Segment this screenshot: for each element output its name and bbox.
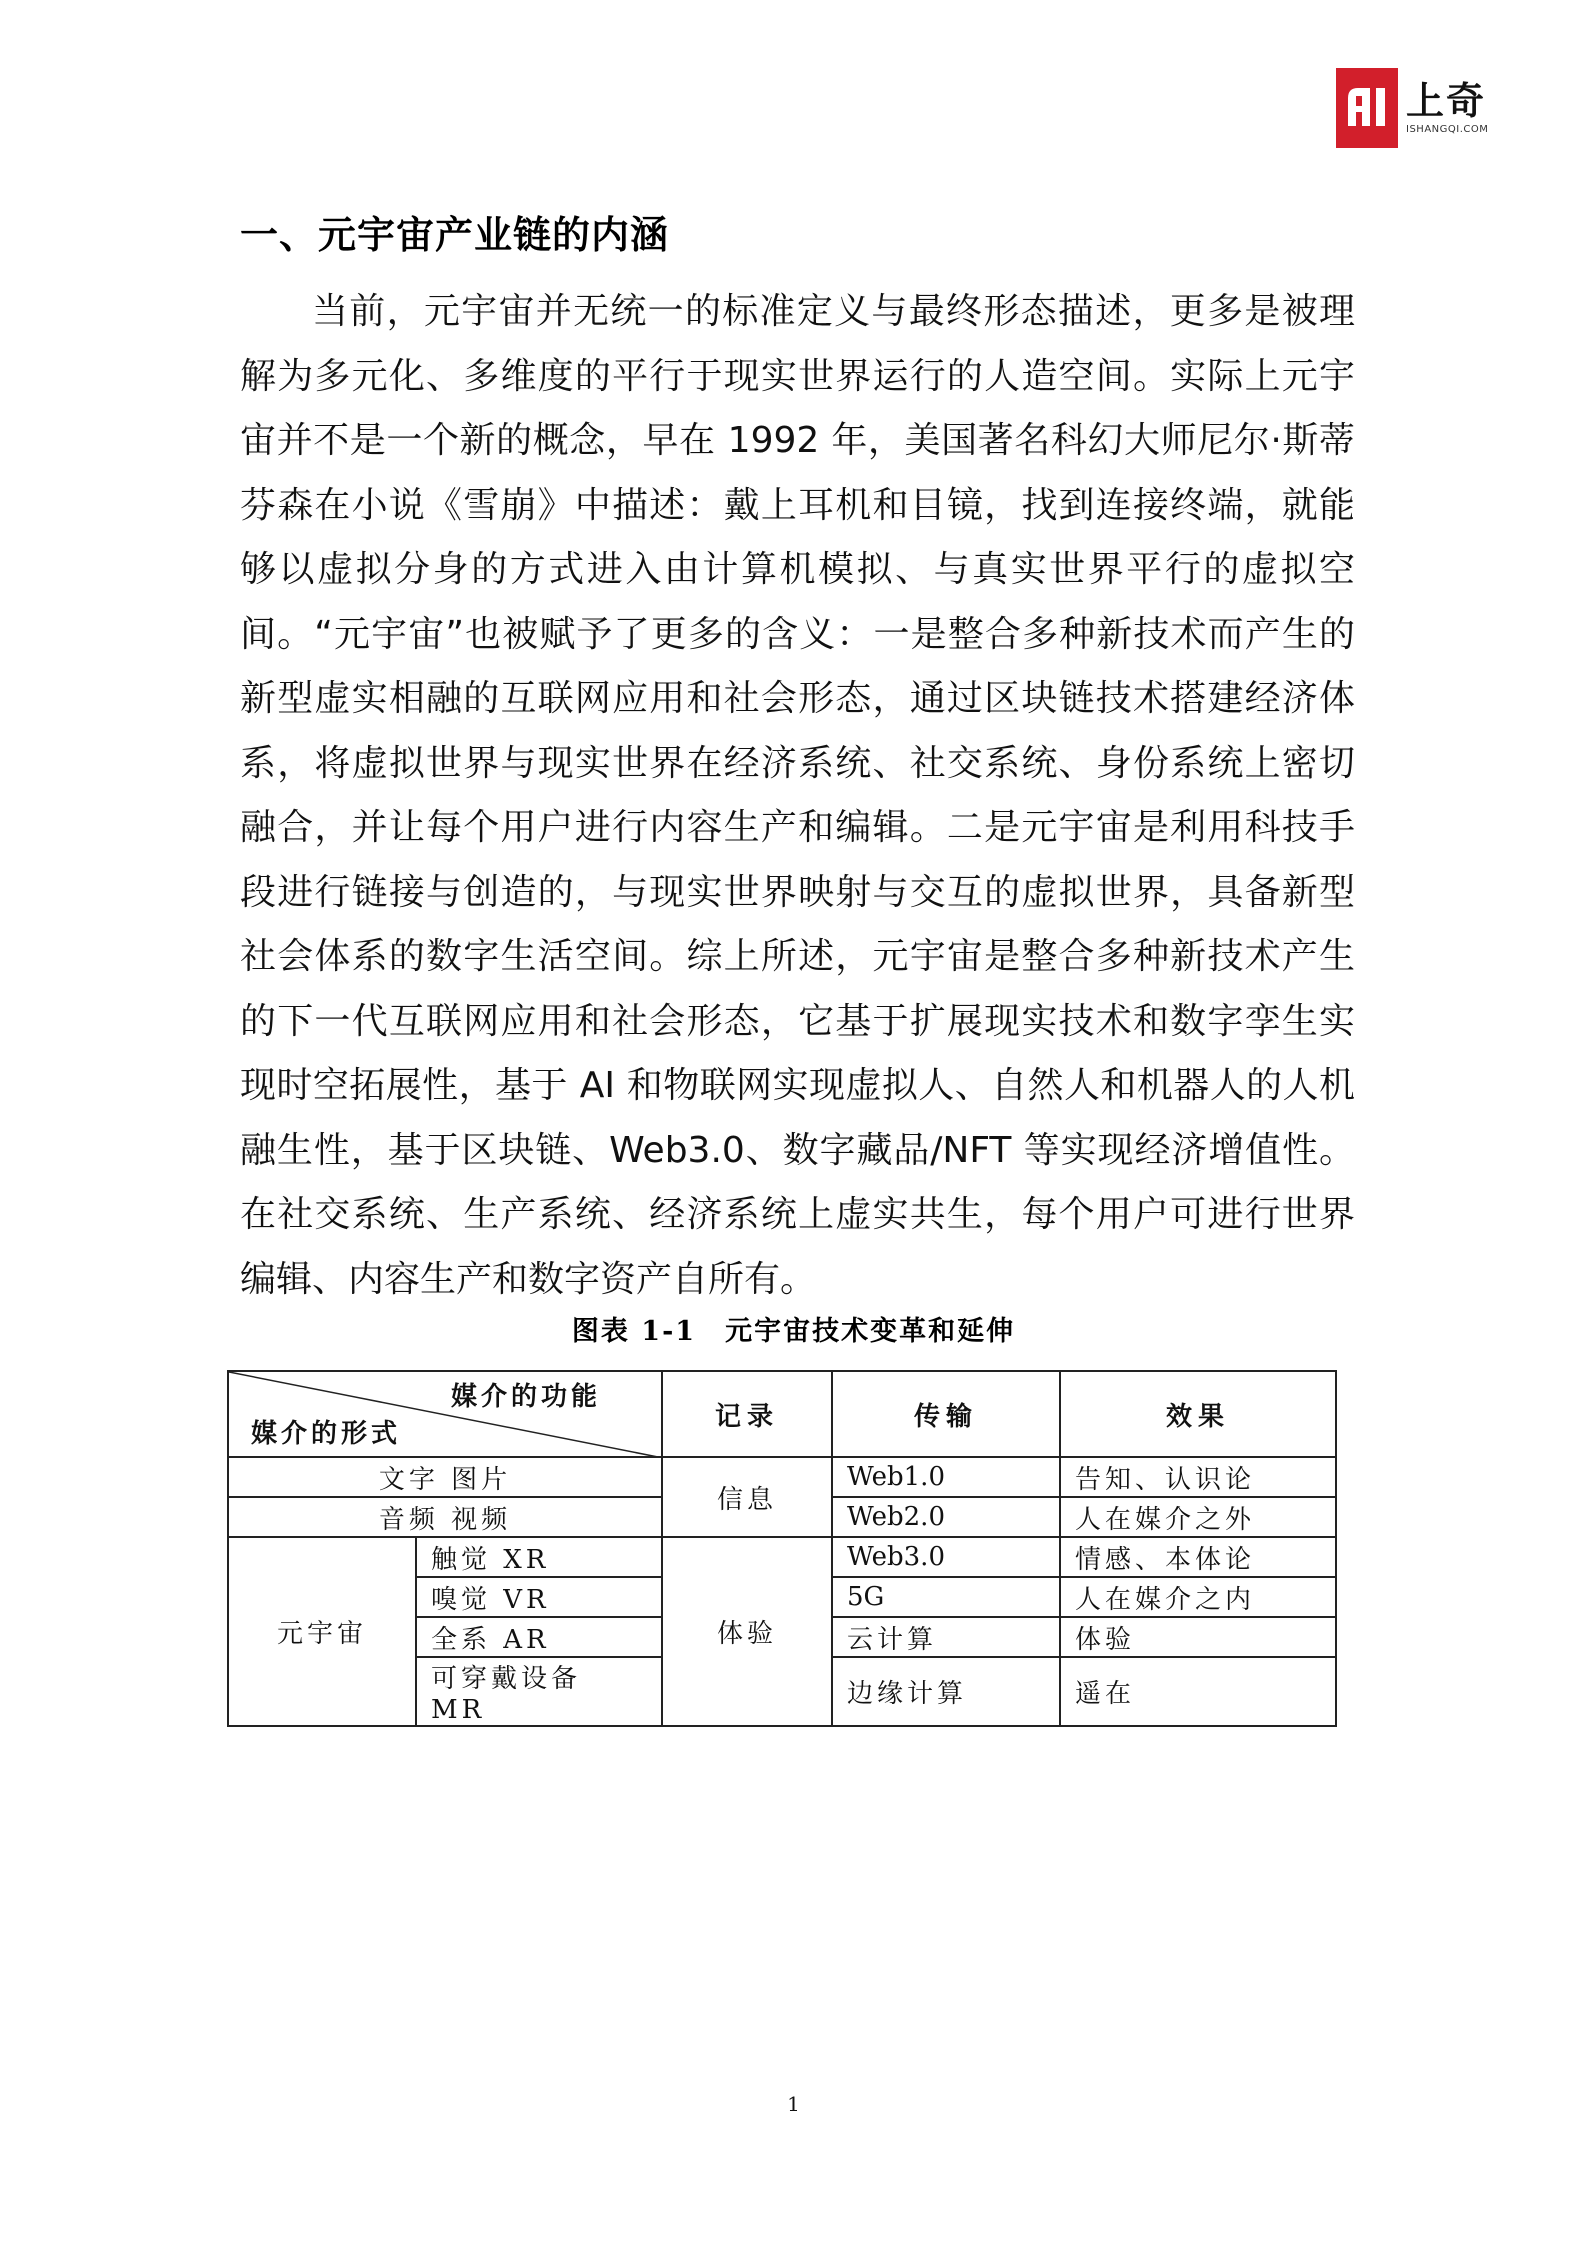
table-row: [228, 1537, 1336, 1577]
company-logo: [1336, 68, 1488, 148]
body-paragraph: 当前，元宇宙并无统一的标准定义与最终形态描述，更多是被理解为多元化、多维度的平行于现实世界运行的人造空间。实际上元宇宙并不是一个新的概念，早在 1992 年，美国著名科幻大师尼尔·斯蒂芬森在小说《雪崩》中描述：戴上耳机和目镜，找到连接终端，就能够以虚拟分身的方式进入由计算机模拟、与真实世界平行的虚拟空间。“元宇宙”也被赋予了更多的含义：一是整合多种新技术而产生的新型虚实相融的互联网应用和社会形态，通过区块链技术搭建经济体系，将虚拟世界与现实世界在经济系统、社交系统、身份系统上密切融合，并让每个用户进行内容生产和编辑。二是元宇宙是利用科技手段进行链接与创造的，与现实世界映射与交互的虚拟世界，具备新型社会体系的数字生活空间。综上所述，元宇宙是整合多种新技术产生的下一代互联网应用和社会形态，它基于扩展现实技术和数字孪生实现时空拓展性，基于 AI 和物联网实现虚拟人、自然人和机器人的人机融生性，基于区块链、Web3.0、数字藏品/NFT 等实现经济增值性。在社交系统、生产系统、经济系统上虚实共生，每个用户可进行世界编辑、内容生产和数字资产自所有。: [240, 291, 1355, 1300]
transmission-cell: Web2.0: [832, 1497, 1060, 1537]
sub-form-cell: 嗅觉 VR: [416, 1577, 662, 1617]
record-cell: 体验: [662, 1537, 832, 1726]
transmission-cell: 边缘计算: [832, 1657, 1060, 1726]
table-corner-header: [228, 1371, 662, 1457]
section-heading: 一、元宇宙产业链的内涵: [240, 213, 670, 257]
transmission-cell: Web1.0: [832, 1457, 1060, 1497]
logo-ai-icon: [1336, 68, 1398, 148]
metaverse-table: [227, 1370, 1337, 1727]
effect-cell: 情感、本体论: [1060, 1537, 1336, 1577]
sub-form-cell: 触觉 XR: [416, 1537, 662, 1577]
effect-cell: 体验: [1060, 1617, 1336, 1657]
header-transmission: 传输: [832, 1371, 1060, 1457]
transmission-cell: Web3.0: [832, 1537, 1060, 1577]
transmission-cell: 云计算: [832, 1617, 1060, 1657]
record-cell: 信息: [662, 1457, 832, 1537]
transmission-cell: 5G: [832, 1577, 1060, 1617]
header-record: 记录: [662, 1371, 832, 1457]
effect-cell: 人在媒介之外: [1060, 1497, 1336, 1537]
sub-form-cell: 全系 AR: [416, 1617, 662, 1657]
corner-bottom-label: 媒介的形式: [251, 1419, 402, 1449]
logo-domain: ISHANGQI.COM: [1406, 124, 1489, 135]
table-caption: 图表 1-1 元宇宙技术变革和延伸: [571, 1316, 1016, 1347]
table-row: [228, 1457, 1336, 1497]
sub-form-cell: 可穿戴设备 MR: [416, 1657, 662, 1726]
logo-name: 上奇: [1406, 79, 1487, 123]
metaverse-cell: 元宇宙: [228, 1537, 416, 1726]
corner-top-label: 媒介的功能: [450, 1382, 601, 1412]
header-effect: 效果: [1060, 1371, 1336, 1457]
effect-cell: 告知、认识论: [1060, 1457, 1336, 1497]
form-cell: 文字 图片: [228, 1457, 662, 1497]
form-cell: 音频 视频: [228, 1497, 662, 1537]
logo-mark: [1336, 68, 1398, 148]
effect-cell: 遥在: [1060, 1657, 1336, 1726]
effect-cell: 人在媒介之内: [1060, 1577, 1336, 1617]
page-number: 1: [787, 2092, 800, 2116]
